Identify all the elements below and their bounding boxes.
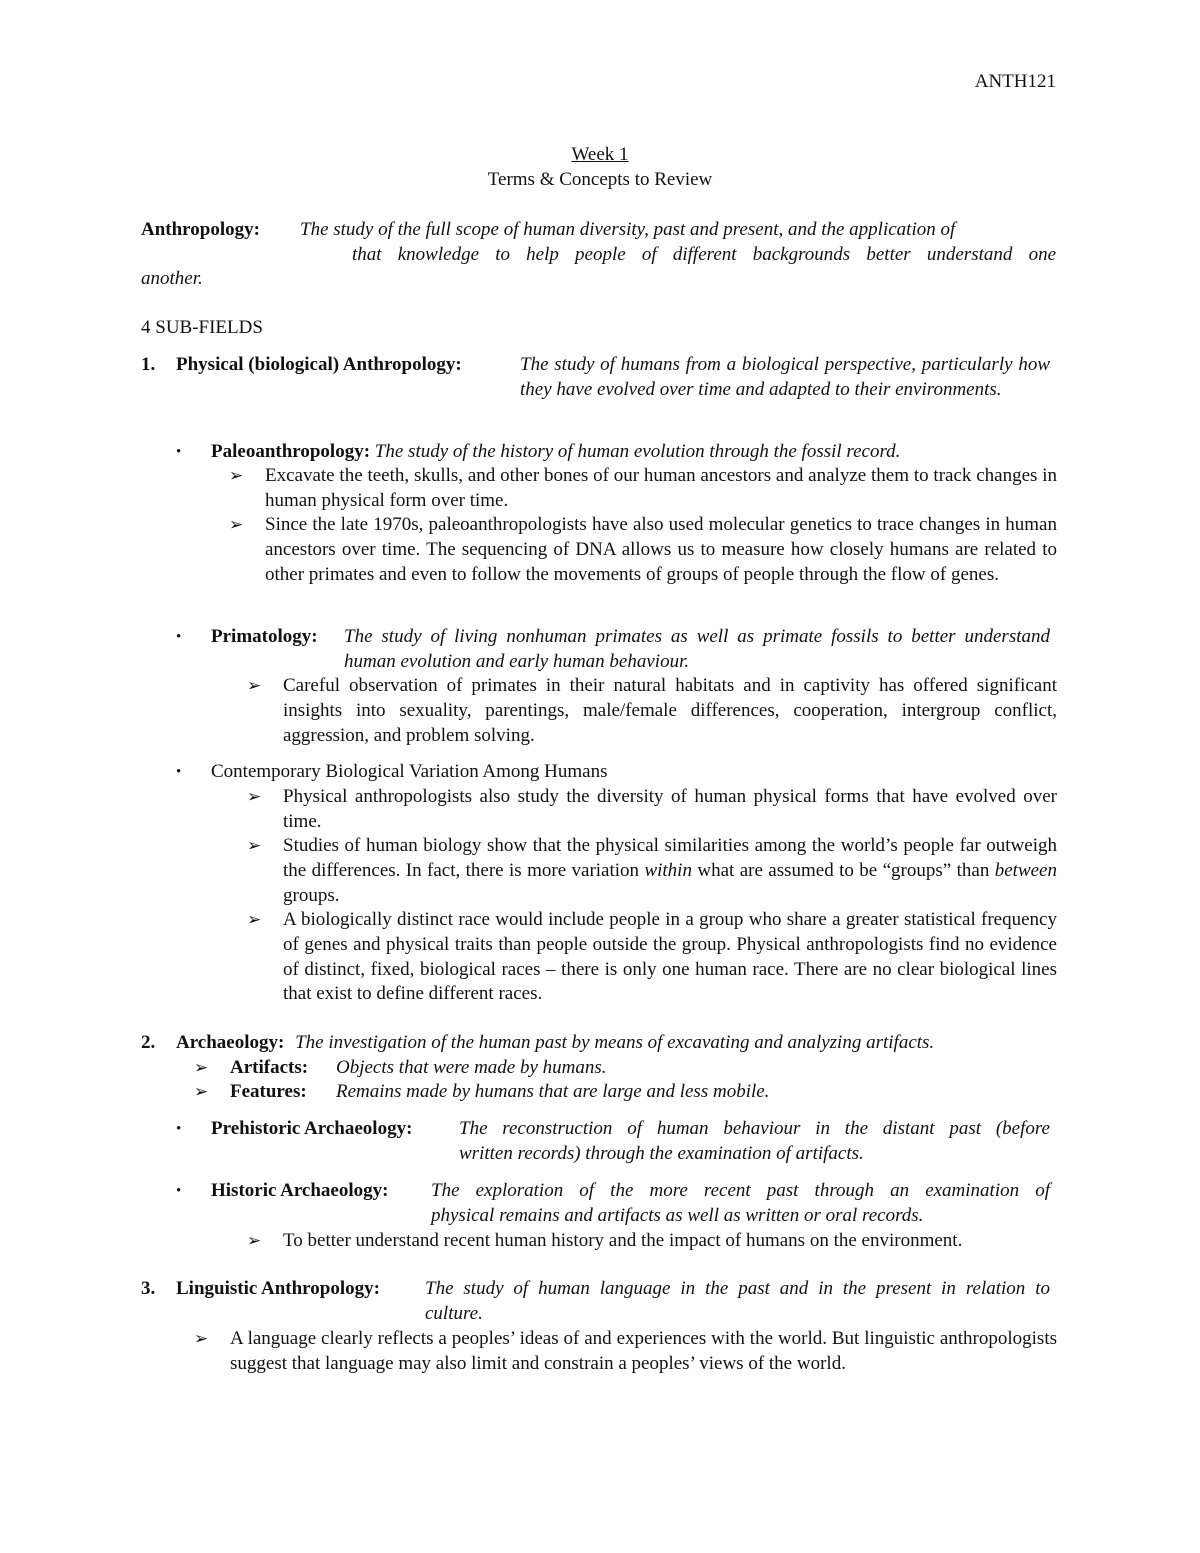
variation-point: Physical anthropologists also study the diversity of human physical forms that have evolved over time. <box>283 786 1057 832</box>
paleoanthropology-definition: The study of the history of human evolution through the fossil record. <box>374 441 901 462</box>
anthropology-definition-line1: The study of the full scope of human diversity, past and present, and the application of <box>300 219 956 240</box>
arrowhead-icon: ➢ <box>194 1082 209 1101</box>
subfields-heading: 4 SUB-FIELDS <box>141 317 263 338</box>
historic-archaeology-definition-line1: The exploration of the more recent past through an examination of <box>431 1180 1050 1201</box>
linguistic-anthropology-point: A language clearly reflects a peoples’ ideas of and experiences with the world. But linguistic anthropologists suggest that language may also limit and constrain a peoples’ views of the world. <box>230 1328 1057 1374</box>
historic-archaeology-point: To better understand recent human history and the impact of humans on the environment. <box>283 1230 963 1251</box>
bullet-dot-icon: • <box>176 1121 182 1137</box>
arrowhead-icon: ➢ <box>247 1231 262 1250</box>
features-term: Features: <box>230 1081 307 1102</box>
page-title: Week 1 <box>571 144 629 165</box>
paleoanthropology-point: Since the late 1970s, paleoanthropologists have also used molecular genetics to trace changes in human ancestors over time. The sequencing of DNA allows us to measure how closely humans are related to other primates and even to follow the movements of groups of people through the flow of genes. <box>265 514 1057 585</box>
variation-point <box>283 834 1057 908</box>
arrowhead-icon: ➢ <box>194 1058 209 1077</box>
primatology-definition: The study of living nonhuman primates as well as primate fossils to better understand human evolution and early human behaviour. <box>344 626 1050 672</box>
variation-point-text: what are assumed to be “groups” than <box>691 859 995 881</box>
anthropology-definition-line2: that knowledge to help people of different backgrounds better understand one <box>352 244 1056 265</box>
section-number: 3. <box>141 1278 156 1299</box>
arrowhead-icon: ➢ <box>229 466 244 485</box>
variation-point-text: Studies of human biology show that the physical similarities among the world’s people far outweigh the differences. In fact, there is more variation <box>283 835 1057 881</box>
artifacts-definition: Objects that were made by humans. <box>336 1057 607 1078</box>
paleoanthropology-entry <box>211 440 1061 465</box>
prehistoric-archaeology-term: Prehistoric Archaeology: <box>211 1118 413 1139</box>
paleoanthropology-point: Excavate the teeth, skulls, and other bones of our human ancestors and analyze them to track changes in human physical form over time. <box>265 465 1057 511</box>
anthropology-definition-line3: another. <box>141 268 203 289</box>
linguistic-anthropology-definition-line2: culture. <box>425 1303 483 1324</box>
page-subtitle: Terms & Concepts to Review <box>487 169 713 190</box>
prehistoric-archaeology-definition-line1: The reconstruction of human behaviour in the distant past (before <box>459 1118 1050 1139</box>
bullet-dot-icon: • <box>176 1183 182 1199</box>
historic-archaeology-definition-line2: physical remains and artifacts as well as written or oral records. <box>431 1205 924 1226</box>
archaeology-term: Archaeology: <box>176 1032 285 1053</box>
emphasis-between: between <box>994 859 1057 881</box>
historic-archaeology-term: Historic Archaeology: <box>211 1180 389 1201</box>
bullet-dot-icon: • <box>176 629 182 645</box>
arrowhead-icon: ➢ <box>247 910 262 929</box>
variation-point-text: groups. <box>283 884 340 906</box>
section-number: 2. <box>141 1032 156 1053</box>
artifacts-term: Artifacts: <box>230 1057 309 1078</box>
variation-point: A biologically distinct race would include people in a group who share a greater statistical frequency of genes and physical traits than people outside the group. Physical anthropologists find no evidence of distinct, fixed, biological races – there is only one human race. There are no clear biological lines that exist to define different races. <box>283 909 1057 1005</box>
physical-anthropology-definition: The study of humans from a biological perspective, particularly how they have evolved over time and adapted to their environments. <box>520 354 1050 400</box>
arrowhead-icon: ➢ <box>247 787 262 806</box>
section-number: 1. <box>141 354 156 375</box>
bullet-dot-icon: • <box>176 764 182 780</box>
linguistic-anthropology-term: Linguistic Anthropology: <box>176 1278 380 1299</box>
features-definition: Remains made by humans that are large and less mobile. <box>336 1081 770 1102</box>
paleoanthropology-term: Paleoanthropology: <box>211 441 371 462</box>
arrowhead-icon: ➢ <box>194 1329 209 1348</box>
archaeology-definition: The investigation of the human past by means of excavating and analyzing artifacts. <box>295 1032 935 1053</box>
anthropology-term: Anthropology: <box>141 219 260 240</box>
archaeology-entry <box>176 1031 1056 1056</box>
bullet-dot-icon: • <box>176 444 182 460</box>
course-code: ANTH121 <box>974 71 1056 92</box>
arrowhead-icon: ➢ <box>229 515 244 534</box>
prehistoric-archaeology-definition-line2: written records) through the examination of artifacts. <box>459 1143 864 1164</box>
variation-heading: Contemporary Biological Variation Among Humans <box>211 761 608 782</box>
primatology-point: Careful observation of primates in their natural habitats and in captivity has offered significant insights into sexuality, parentings, male/female differences, cooperation, intergroup conflict, aggression, and problem solving. <box>283 675 1057 746</box>
emphasis-within: within <box>644 859 692 881</box>
arrowhead-icon: ➢ <box>247 836 262 855</box>
arrowhead-icon: ➢ <box>247 676 262 695</box>
linguistic-anthropology-definition-line1: The study of human language in the past and in the present in relation to <box>425 1278 1050 1299</box>
physical-anthropology-term: Physical (biological) Anthropology: <box>176 354 462 375</box>
primatology-term: Primatology: <box>211 626 318 647</box>
